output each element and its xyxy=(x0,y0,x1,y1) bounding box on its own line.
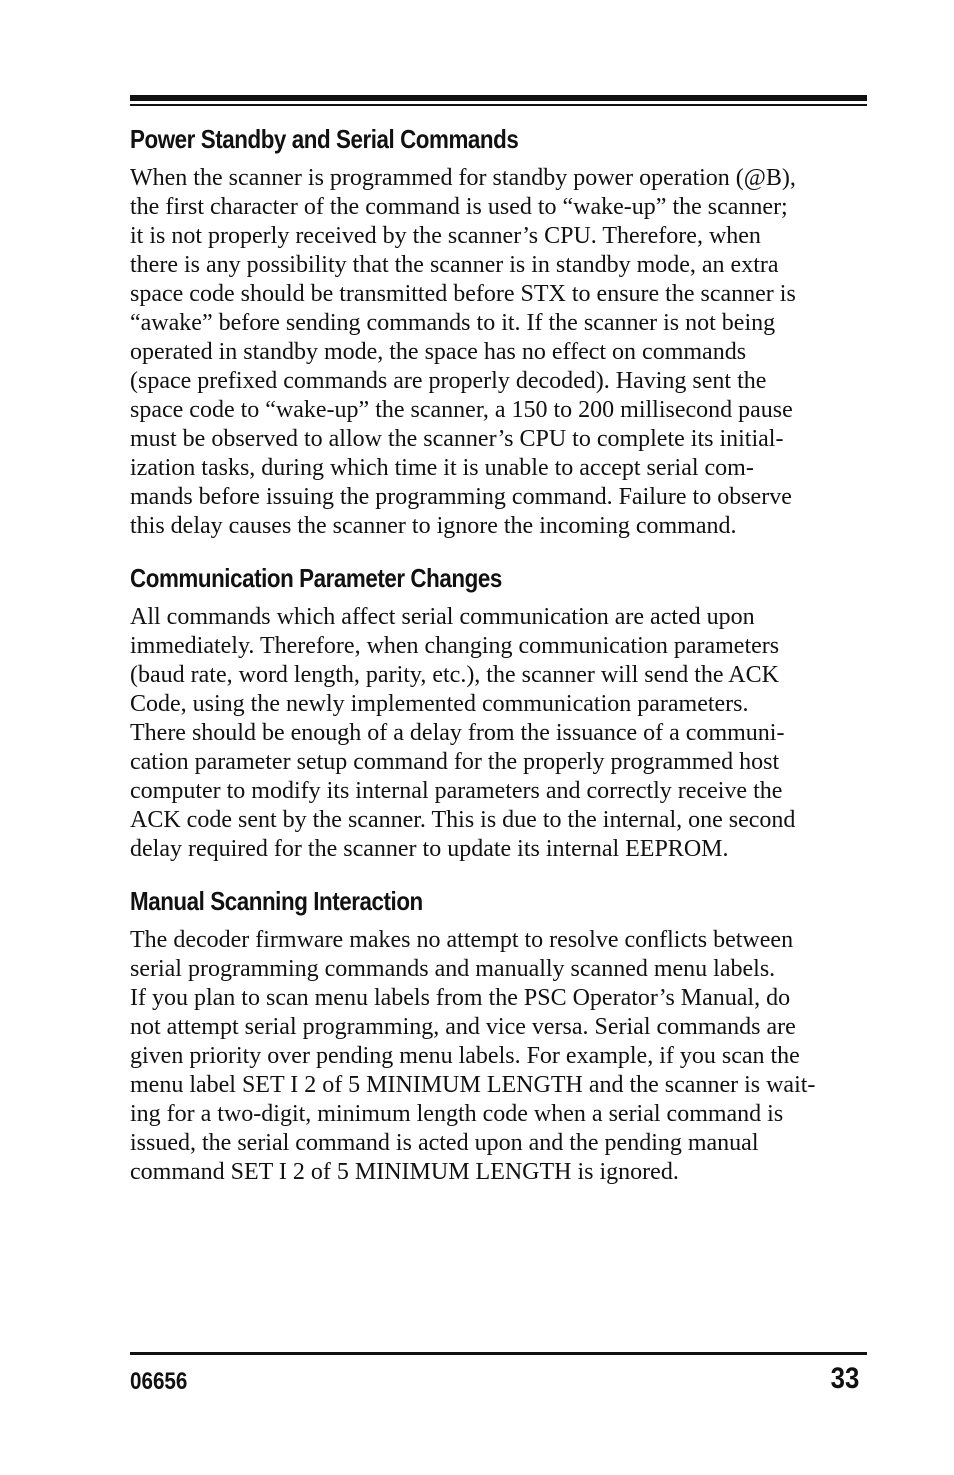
section-paragraph xyxy=(130,164,867,541)
text-line: space code to “wake-up” the scanner, a 150 to 200 millisecond pause xyxy=(130,397,793,423)
section-paragraph xyxy=(130,926,867,1187)
text-line: ACK code sent by the scanner. This is due to the internal, one second xyxy=(130,807,796,833)
text-line: operated in standby mode, the space has no effect on commands xyxy=(130,339,747,365)
document-number: 06656 xyxy=(130,1368,188,1395)
text-line: When the scanner is programmed for standby power operation (@B), xyxy=(130,165,796,191)
text-line: mands before issuing the programming command. Failure to observe xyxy=(130,484,792,510)
text-line: the first character of the command is used to “wake-up” the scanner; xyxy=(130,194,788,220)
section-heading: Power Standby and Serial Commands xyxy=(130,124,519,154)
text-line: All commands which affect serial communication are acted upon xyxy=(130,604,755,630)
text-line: serial programming commands and manually scanned menu labels. xyxy=(130,956,776,982)
text-line: there is any possibility that the scanner is in standby mode, an extra xyxy=(130,252,779,278)
text-line: must be observed to allow the scanner’s CPU to complete its initial- xyxy=(130,426,784,452)
document-page xyxy=(130,0,867,1475)
text-line: space code should be transmitted before STX to ensure the scanner is xyxy=(130,281,796,307)
section-power-standby xyxy=(130,120,867,541)
text-line: “awake” before sending commands to it. If the scanner is not being xyxy=(130,310,776,336)
text-line: (baud rate, word length, parity, etc.), the scanner will send the ACK xyxy=(130,662,779,688)
text-line: There should be enough of a delay from the issuance of a communi- xyxy=(130,720,785,746)
section-heading: Manual Scanning Interaction xyxy=(130,886,423,916)
text-line: The decoder firmware makes no attempt to resolve conflicts between xyxy=(130,927,794,953)
text-line: (space prefixed commands are properly decoded). Having sent the xyxy=(130,368,767,394)
text-line: command SET I 2 of 5 MINIMUM LENGTH is ignored. xyxy=(130,1159,679,1185)
header-rule-thin xyxy=(130,104,867,106)
text-line: not attempt serial programming, and vice versa. Serial commands are xyxy=(130,1014,796,1040)
header-rule-thick xyxy=(130,95,867,101)
text-line: delay required for the scanner to update its internal EEPROM. xyxy=(130,836,729,862)
text-line: If you plan to scan menu labels from the PSC Operator’s Manual, do xyxy=(130,985,791,1011)
section-communication-parameters xyxy=(130,559,867,864)
text-line: ization tasks, during which time it is unable to accept serial com- xyxy=(130,455,754,481)
text-line: menu label SET I 2 of 5 MINIMUM LENGTH and the scanner is wait- xyxy=(130,1072,816,1098)
page-number: 33 xyxy=(830,1362,859,1395)
text-line: this delay causes the scanner to ignore the incoming command. xyxy=(130,513,737,539)
footer-rule xyxy=(130,1352,867,1355)
text-line: given priority over pending menu labels. For example, if you scan the xyxy=(130,1043,800,1069)
text-line: it is not properly received by the scanner’s CPU. Therefore, when xyxy=(130,223,761,249)
text-line: immediately. Therefore, when changing communication parameters xyxy=(130,633,780,659)
text-line: Code, using the newly implemented communication parameters. xyxy=(130,691,749,717)
page-content xyxy=(130,120,867,1205)
text-line: issued, the serial command is acted upon and the pending manual xyxy=(130,1130,759,1156)
text-line: cation parameter setup command for the properly programmed host xyxy=(130,749,780,775)
text-line: ing for a two-digit, minimum length code when a serial command is xyxy=(130,1101,784,1127)
section-heading: Communication Parameter Changes xyxy=(130,563,502,593)
section-paragraph xyxy=(130,603,867,864)
text-line: computer to modify its internal parameters and correctly receive the xyxy=(130,778,783,804)
section-manual-scanning xyxy=(130,882,867,1187)
